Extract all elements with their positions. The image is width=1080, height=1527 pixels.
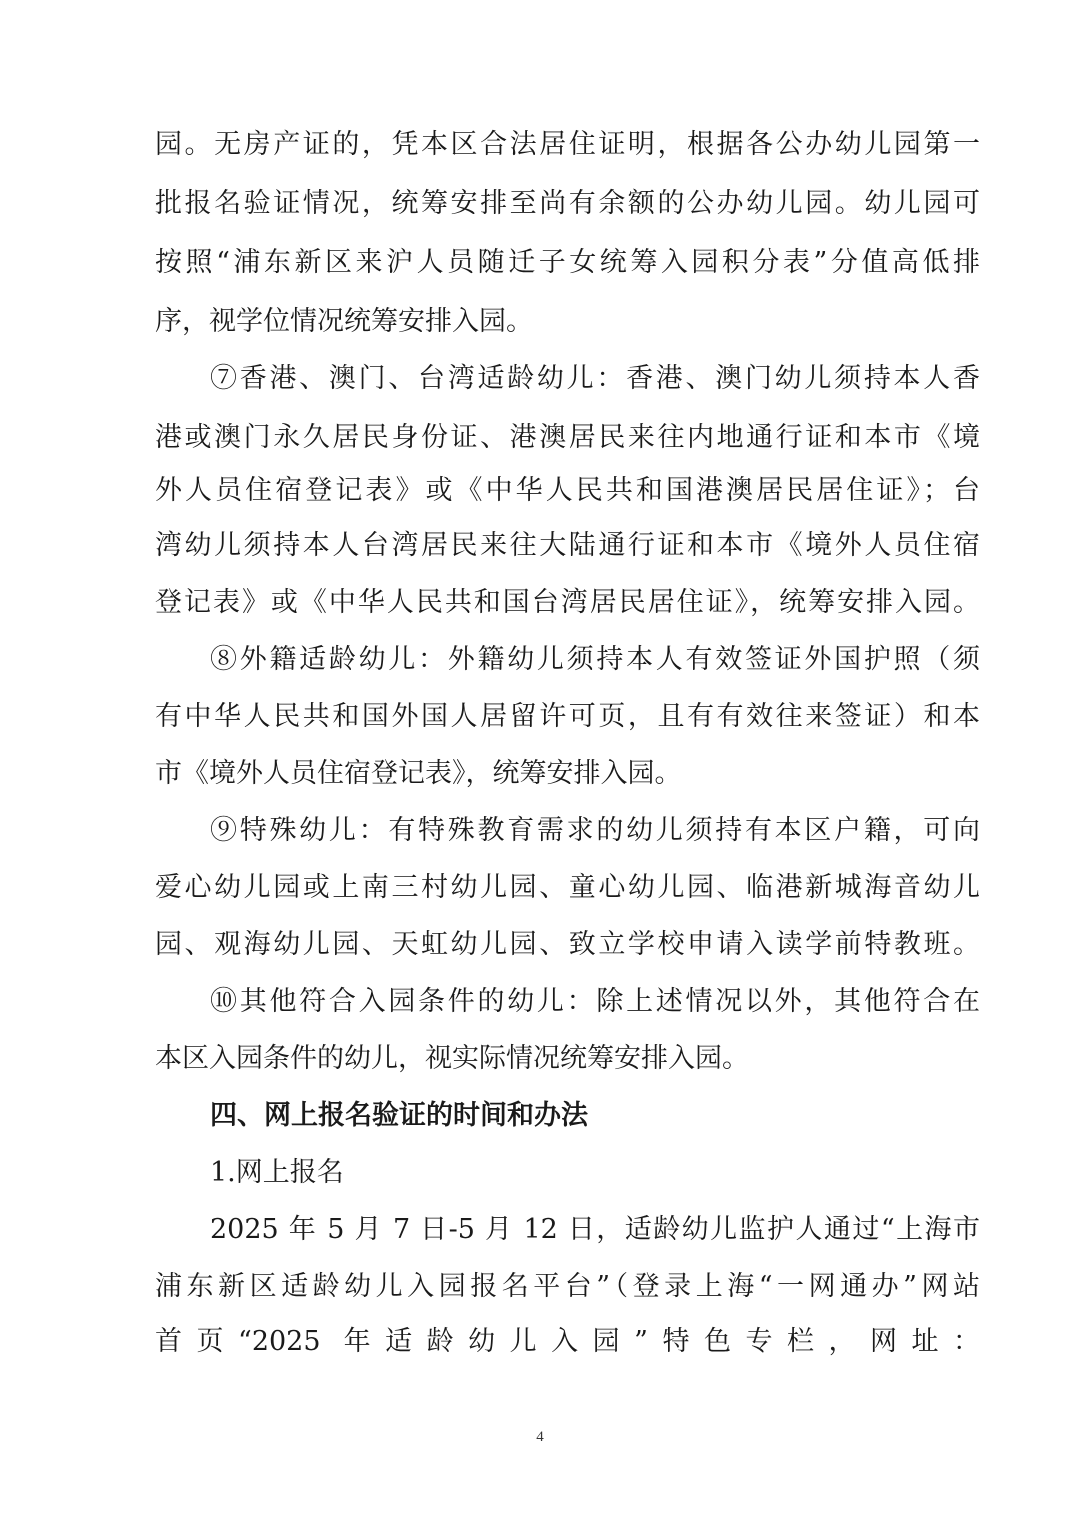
body-text-line: 湾幼儿须持本人台湾居民来往大陆通行证和本市《境外人员住宿 bbox=[155, 530, 980, 561]
paragraph-first-line: ⑩其他符合入园条件的幼儿：除上述情况以外，其他符合在 bbox=[210, 986, 980, 1017]
body-text-line: 爱心幼儿园或上南三村幼儿园、童心幼儿园、临港新城海音幼儿 bbox=[155, 872, 980, 903]
body-text-line: 有中华人民共和国外国人居留许可页，且有有效往来签证）和本 bbox=[155, 701, 980, 732]
section-heading: 四、网上报名验证的时间和办法 bbox=[210, 1100, 588, 1131]
subsection-heading: 1.网上报名 bbox=[210, 1157, 344, 1188]
body-text-line: 港或澳门永久居民身份证、港澳居民来往内地通行证和本市《境 bbox=[155, 422, 980, 453]
paragraph-first-line: ⑦香港、澳门、台湾适龄幼儿：香港、澳门幼儿须持本人香 bbox=[210, 363, 980, 394]
body-text-line: 登记表》或《中华人民共和国台湾居民居住证》，统筹安排入园。 bbox=[155, 587, 980, 618]
body-text-line: 外人员住宿登记表》或《中华人民共和国港澳居民居住证》；台 bbox=[155, 475, 980, 506]
paragraph-first-line: 2025 年 5 月 7 日-5 月 12 日，适龄幼儿监护人通过“上海市 bbox=[210, 1214, 980, 1245]
paragraph-first-line: ⑧外籍适龄幼儿：外籍幼儿须持本人有效签证外国护照（须 bbox=[210, 644, 980, 675]
body-text-line: 浦东新区适龄幼儿入园报名平台”（登录上海“一网通办”网站 bbox=[155, 1271, 980, 1302]
body-text-line: 首页“2025 年适龄幼儿入园”特色专栏，网址： bbox=[155, 1326, 980, 1357]
body-text-line: 批报名验证情况，统筹安排至尚有余额的公办幼儿园。幼儿园可 bbox=[155, 188, 980, 219]
page-number: 4 bbox=[536, 1429, 544, 1445]
body-text-line: 园。无房产证的，凭本区合法居住证明，根据各公办幼儿园第一 bbox=[155, 129, 980, 160]
body-text-line: 市《境外人员住宿登记表》，统筹安排入园。 bbox=[155, 758, 682, 789]
body-text-line: 序，视学位情况统筹安排入园。 bbox=[155, 306, 533, 337]
body-text-line: 园、观海幼儿园、天虹幼儿园、致立学校申请入读学前特教班。 bbox=[155, 929, 980, 960]
body-text-line: 按照“浦东新区来沪人员随迁子女统筹入园积分表”分值高低排 bbox=[155, 247, 980, 278]
body-text-line: 本区入园条件的幼儿，视实际情况统筹安排入园。 bbox=[155, 1043, 749, 1074]
paragraph-first-line: ⑨特殊幼儿：有特殊教育需求的幼儿须持有本区户籍，可向 bbox=[210, 815, 980, 846]
